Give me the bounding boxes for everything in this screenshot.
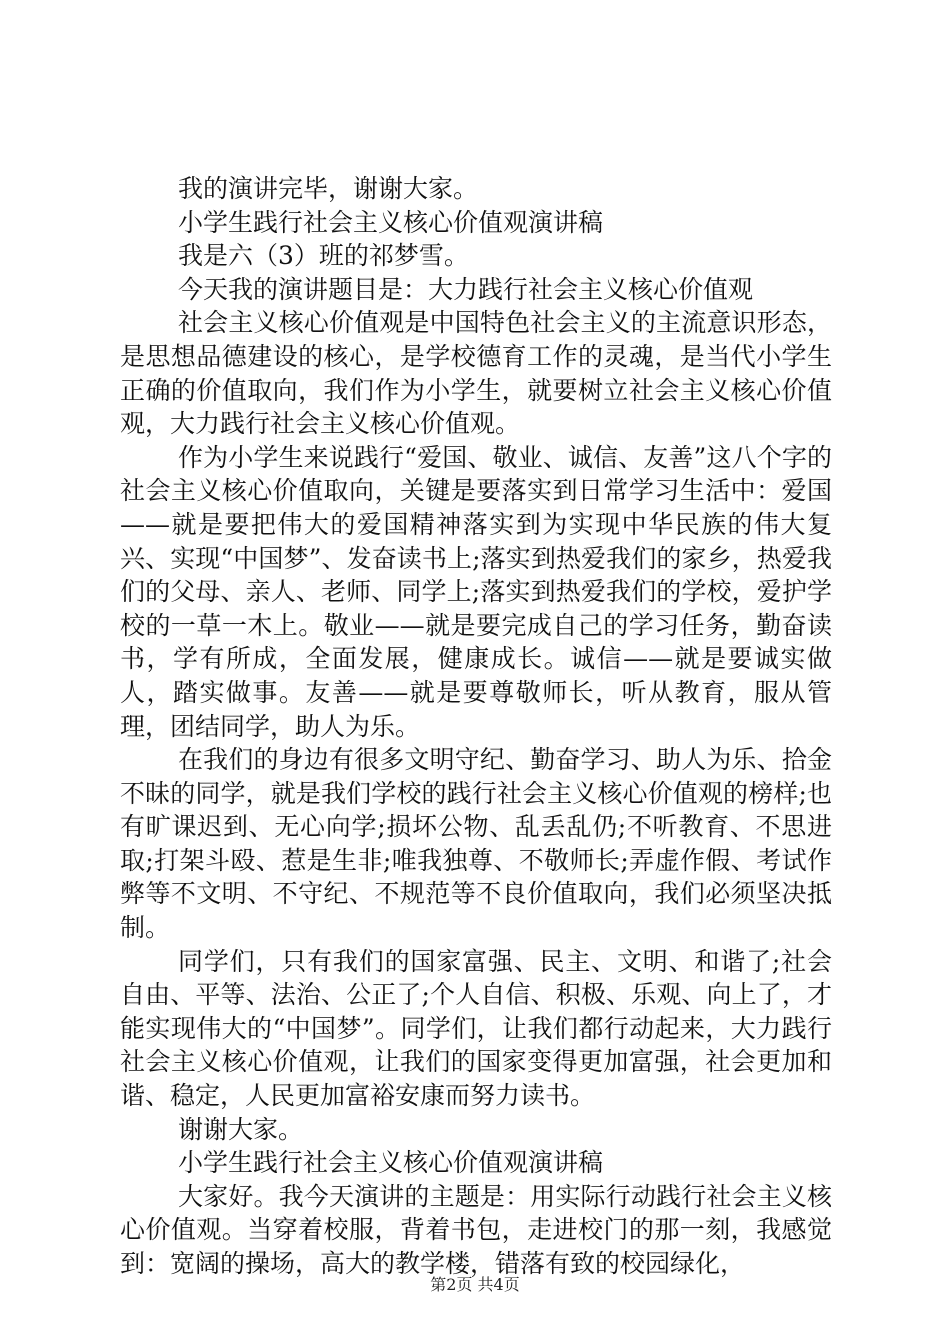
speech-title: 小学生践行社会主义核心价值观演讲稿 xyxy=(178,207,604,237)
paragraph-body: 作为小学生来说践行“爱国、敬业、诚信、友善”这八个字的社会主义核心价值取向，关键是要落实到日常学习生活中：爱国——就是要把伟大的爱国精神落实到为实现中华民族的伟大复兴、实现“中国梦”、发奋读书上;落实到热爱我们的家乡，热爱我们的父母、亲人、老师、同学上;落实到热爱我们的学校，爱护学校的一草一木上。敬业——就是要完成自己的学习任务，勤奋读书，学有所成，全面发展，健康成长。诚信——就是要诚实做人，踏实做事。友善——就是要尊敬师长，听从教育，服从管理，团结同学，助人为乐。 xyxy=(120,442,832,741)
document-body xyxy=(120,172,832,1281)
speech-title: 小学生践行社会主义核心价值观演讲稿 xyxy=(178,1148,604,1178)
paragraph-body: 社会主义核心价值观是中国特色社会主义的主流意识形态，是思想品德建设的核心，是学校德育工作的灵魂，是当代小学生正确的价值取向，我们作为小学生，就要树立社会主义核心价值观，大力践行社会主义核心价值观。 xyxy=(120,308,832,439)
paragraph-body: 同学们，只有我们的国家富强、民主、文明、和谐了;社会自由、平等、法治、公正了;个人自信、积极、乐观、向上了，才能实现伟大的“中国梦”。同学们，让我们都行动起来，大力践行社会主义核心价值观，让我们的国家变得更加富强，社会更加和谐、稳定，人民更加富裕安康而努力读书。 xyxy=(120,946,832,1111)
paragraph-body: 大家好。我今天演讲的主题是：用实际行动践行社会主义核心价值观。当穿着校服，背着书包，走进校门的那一刻，我感觉到：宽阔的操场，高大的教学楼，错落有致的校园绿化， xyxy=(120,1181,832,1278)
paragraph-body: 在我们的身边有很多文明守纪、勤奋学习、助人为乐、拾金不昧的同学，就是我们学校的践行社会主义核心价值观的榜样;也有旷课迟到、无心向学;损坏公物、乱丢乱仍;不听教育、不思进取;打架斗殴、惹是生非;唯我独尊、不敬师长;弄虚作假、考试作弊等不文明、不守纪、不规范等不良价值取向，我们必须坚决抵制。 xyxy=(120,745,832,943)
paragraph-closing: 我的演讲完毕，谢谢大家。 xyxy=(178,174,479,203)
paragraph-thanks: 谢谢大家。 xyxy=(178,1114,304,1144)
page-footer: 第2页 共4页 xyxy=(430,1275,520,1294)
paragraph-intro: 我是六（3）班的祁梦雪。 xyxy=(178,241,469,271)
paragraph-topic: 今天我的演讲题目是：大力践行社会主义核心价值观 xyxy=(178,274,754,304)
